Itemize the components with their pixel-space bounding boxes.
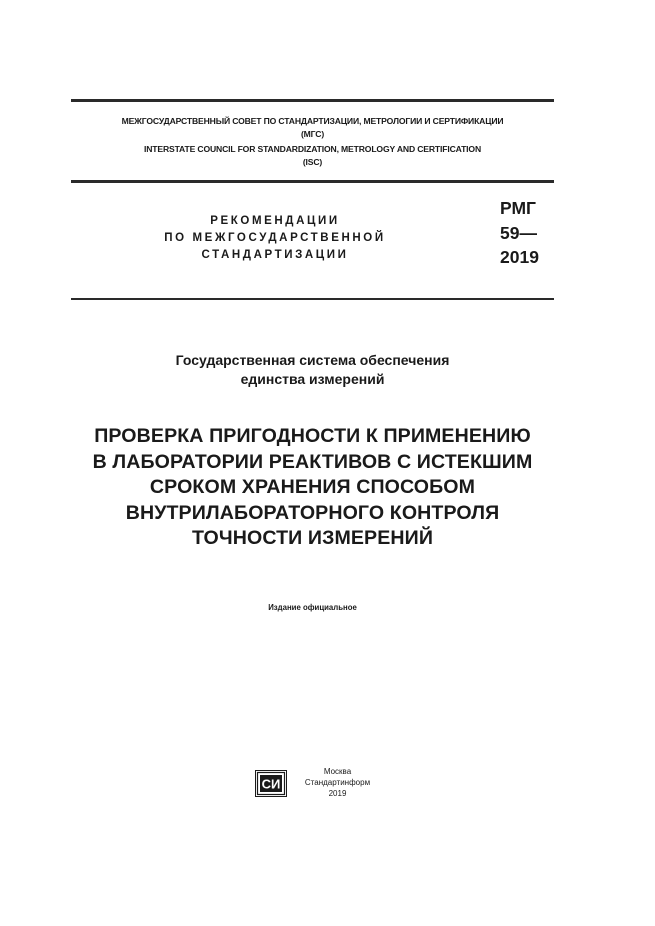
document-type — [140, 213, 410, 264]
document-type-line: ПО МЕЖГОСУДАРСТВЕННОЙ — [164, 232, 386, 244]
top-rule — [71, 99, 554, 102]
document-title — [40, 424, 585, 552]
council-name-ru-line: МЕЖГОСУДАРСТВЕННЫЙ СОВЕТ ПО СТАНДАРТИЗАЦИИ, МЕТРОЛОГИИ И СЕРТИФИКАЦИИ — [121, 116, 504, 126]
publisher-logo-letters: СИ — [261, 776, 281, 792]
council-name-en-line: INTERSTATE COUNCIL FOR STANDARDIZATION, METROLOGY AND CERTIFICATION — [143, 144, 482, 154]
publisher-year: 2019 — [328, 789, 347, 798]
code-prefix: РМГ — [500, 198, 536, 218]
document-type-line: РЕКОМЕНДАЦИИ — [210, 215, 340, 227]
code-number: 59— — [500, 222, 537, 243]
council-divider — [71, 180, 554, 183]
council-abbr-en: (ISC) — [302, 156, 323, 167]
document-subtitle — [71, 351, 554, 389]
title-line: ТОЧНОСТИ ИЗМЕРЕНИЙ — [191, 527, 434, 549]
document-code — [500, 196, 560, 270]
subtitle-line: единства измерений — [240, 371, 385, 387]
code-year: 2019 — [500, 247, 539, 267]
publisher-logo-icon — [255, 770, 287, 797]
council-abbr-ru: (МГС) — [300, 128, 325, 139]
publisher-name: Стандартинформ — [304, 778, 371, 787]
subtitle-line: Государственная система обеспечения — [175, 352, 450, 368]
title-line: В ЛАБОРАТОРИИ РЕАКТИВОВ С ИСТЕКШИМ — [92, 450, 533, 473]
header-divider — [71, 298, 554, 300]
publisher-city: Москва — [323, 767, 352, 776]
document-type-line: СТАНДАРТИЗАЦИИ — [201, 249, 349, 261]
council-name-en — [71, 143, 554, 168]
title-line: СРОКОМ ХРАНЕНИЯ СПОСОБОМ — [149, 476, 476, 498]
title-line: ПРОВЕРКА ПРИГОДНОСТИ К ПРИМЕНЕНИЮ — [94, 425, 531, 447]
title-line: ВНУТРИЛАБОРАТОРНОГО КОНТРОЛЯ — [125, 501, 500, 524]
edition-note: Издание официальное — [268, 603, 357, 612]
publisher-info — [300, 766, 375, 799]
council-name-ru — [71, 115, 554, 140]
